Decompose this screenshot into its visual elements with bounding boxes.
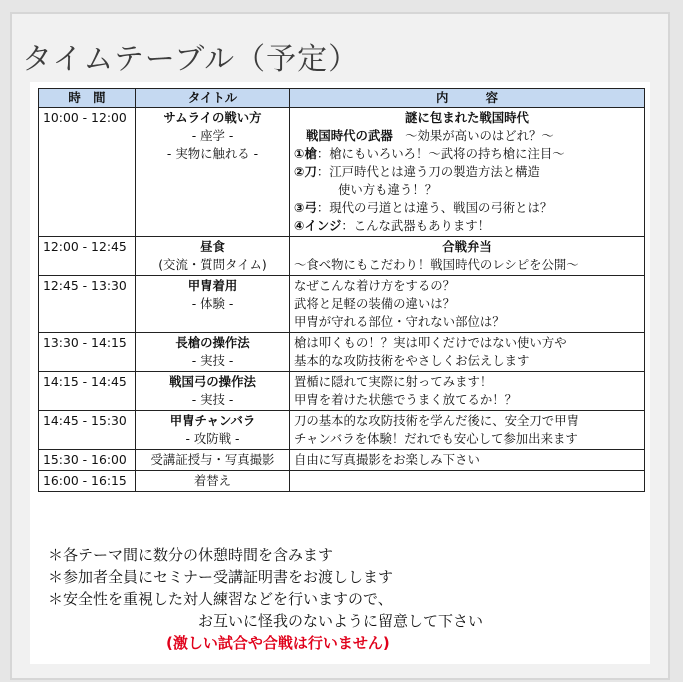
content-line: 甲冑が守れる部位・守れない部位は？ — [294, 314, 505, 329]
row-time: 14:15 - 14:45 — [39, 372, 136, 411]
row-subtitle: - 実技 - — [191, 392, 234, 407]
item-text: ：江戸時代とは違う刀の製造方法と構造 — [316, 164, 540, 179]
row-headline: 合戦弁当 — [442, 239, 492, 254]
item-label: ③弓 — [294, 200, 317, 215]
column-header-title: タイトル — [136, 89, 290, 108]
content-line: 武将と足軽の装備の違いは？ — [294, 296, 456, 311]
row-time: 13:30 - 14:15 — [39, 333, 136, 372]
row-time: 12:00 - 12:45 — [39, 237, 136, 276]
table-row — [39, 333, 645, 372]
row-title: 甲冑着用 — [187, 278, 238, 293]
table-row — [39, 237, 645, 276]
row-content — [290, 108, 645, 237]
row-time: 12:45 - 13:30 — [39, 276, 136, 333]
warning-text: (激しい試合や合戦は行いません) — [166, 634, 390, 652]
row-title: 長槍の操作法 — [175, 335, 250, 350]
content-line — [294, 199, 640, 217]
content-line — [294, 145, 640, 163]
table-row — [39, 108, 645, 237]
row-time: 15:30 - 16:00 — [39, 450, 136, 471]
row-title-cell — [136, 276, 290, 333]
row-time: 14:45 - 15:30 — [39, 411, 136, 450]
table-row — [39, 372, 645, 411]
weapons-label: 戦国時代の武器 — [306, 128, 393, 143]
row-content — [290, 237, 645, 276]
row-content — [290, 276, 645, 333]
row-title: 着替え — [193, 473, 232, 488]
note-continuation: お互いに怪我のないように留意して下さい — [198, 612, 484, 630]
page-heading: タイムテーブル（予定） — [22, 42, 360, 77]
note-line: ＊参加者全員にセミナー受講証明書をお渡しします — [48, 568, 394, 586]
row-title-cell — [136, 333, 290, 372]
item-label: ④インジ — [294, 218, 342, 233]
content-line: 甲冑を着けた状態でうまく放てるか！？ — [294, 392, 518, 407]
content-line: 置楯に隠れて実際に射ってみます！ — [294, 374, 493, 389]
item-label: ①槍 — [294, 146, 317, 161]
row-title-cell — [136, 450, 290, 471]
row-subtitle: - 実物に触れる - — [166, 146, 259, 161]
item-text: ：こんな武器もあります！ — [341, 218, 491, 233]
row-subtitle: - 体験 - — [191, 296, 234, 311]
timetable — [38, 88, 645, 492]
table-row — [39, 471, 645, 492]
content-line — [294, 127, 640, 145]
note-line: ＊安全性を重視した対人練習などを行いますので、 — [48, 590, 393, 608]
row-title: 甲冑チャンバラ — [169, 413, 256, 428]
row-title: 受講証授与・写真撮影 — [150, 452, 275, 467]
item-text: ：槍にもいろいろ！～武将の持ち槍に注目～ — [316, 146, 565, 161]
table-header-row — [39, 89, 645, 108]
table-row — [39, 450, 645, 471]
content-line: ～食べ物にもこだわり！戦国時代のレシピを公開～ — [294, 257, 579, 272]
row-title-cell — [136, 237, 290, 276]
notes — [48, 544, 648, 654]
note-line: ＊各テーマ間に数分の休憩時間を含みます — [48, 546, 334, 564]
row-content — [290, 333, 645, 372]
table-row — [39, 276, 645, 333]
row-title-cell — [136, 372, 290, 411]
content-line: 使い方も違う！？ — [338, 182, 438, 197]
row-title: サムライの戦い方 — [163, 110, 262, 125]
row-content — [290, 411, 645, 450]
row-subtitle: (交流・質問タイム) — [158, 257, 267, 272]
row-time: 10:00 - 12:00 — [39, 108, 136, 237]
row-subtitle: - 座学 - — [191, 128, 234, 143]
content-line: 自由に写真撮影をお楽しみ下さい — [294, 452, 480, 467]
row-time: 16:00 - 16:15 — [39, 471, 136, 492]
row-subtitle: - 攻防戦 - — [185, 431, 240, 446]
row-title-cell — [136, 471, 290, 492]
row-headline: 謎に包まれた戦国時代 — [405, 110, 529, 125]
content-line — [294, 217, 640, 235]
item-text: ：現代の弓道とは違う、戦国の弓術とは？ — [316, 200, 553, 215]
row-title-cell — [136, 411, 290, 450]
row-title: 戦国弓の操作法 — [169, 374, 256, 389]
column-header-content: 内 容 — [290, 89, 645, 108]
table-row — [39, 411, 645, 450]
content-line: なぜこんな着け方をするの？ — [294, 278, 456, 293]
column-header-time: 時 間 — [39, 89, 136, 108]
content-line — [294, 163, 640, 181]
content-line: 槍は叩くもの！？実は叩くだけではない使い方や — [294, 335, 567, 350]
row-title: 昼食 — [200, 239, 225, 254]
row-content — [290, 471, 645, 492]
content-line: チャンバラを体験！だれでも安心して参加出来ます — [294, 431, 578, 446]
row-content — [290, 450, 645, 471]
row-title-cell — [136, 108, 290, 237]
weapons-caption: ～効果が高いのはどれ？～ — [392, 128, 554, 143]
timetable-panel — [30, 82, 650, 664]
row-content — [290, 372, 645, 411]
item-label: ②刀 — [294, 164, 317, 179]
content-line: 刀の基本的な攻防技術を学んだ後に、安全刀で甲冑 — [294, 413, 579, 428]
row-subtitle: - 実技 - — [191, 353, 234, 368]
content-line: 基本的な攻防技術をやさしくお伝えします — [294, 353, 530, 368]
